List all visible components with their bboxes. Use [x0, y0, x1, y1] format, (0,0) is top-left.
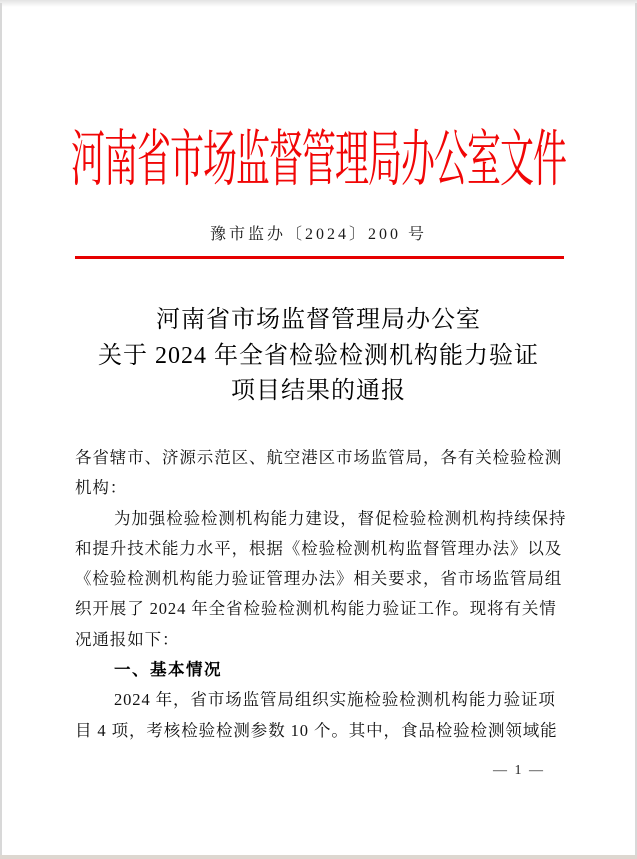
body-line: 目 4 项，考核检验检测参数 10 个。其中，食品检验检测领域能	[75, 720, 558, 740]
title-line-2: 关于 2024 年全省检验检测机构能力验证	[98, 342, 539, 369]
title-line-1: 河南省市场监督管理局办公室	[156, 307, 481, 333]
document-title	[0, 303, 637, 410]
document-body	[75, 443, 567, 746]
page-edge-bottom	[0, 855, 637, 859]
page-number: — 1 —	[493, 763, 545, 778]
salutation-line: 各省辖市、济源示范区、航空港区市场监管局，各有关检验检测	[75, 448, 563, 467]
red-divider-rule	[75, 256, 564, 259]
salutation-line: 机构：	[75, 478, 128, 498]
page-edge-top	[0, 0, 637, 7]
body-line: 况通报如下：	[75, 629, 180, 649]
title-line-3: 项目结果的通报	[231, 378, 406, 404]
body-line: 织开展了 2024 年全省检验检测机构能力验证工作。现将有关情	[75, 599, 557, 619]
body-line: 为加强检验检测机构能力建设，督促检验检测机构持续保持	[114, 508, 567, 528]
section-heading: 一、基本情况	[114, 661, 222, 680]
body-line: 《检验检测机构能力验证管理办法》相关要求，省市场监管局组	[75, 569, 563, 589]
letterhead-banner: 河南省市场监督管理局办公室文件	[71, 127, 566, 195]
document-number: 豫市监办〔2024〕200 号	[209, 226, 427, 243]
body-line: 2024 年，省市场监管局组织实施检验检测机构能力验证项	[114, 690, 556, 710]
body-line: 和提升技术能力水平，根据《检验检测机构监督管理办法》以及	[75, 538, 563, 558]
